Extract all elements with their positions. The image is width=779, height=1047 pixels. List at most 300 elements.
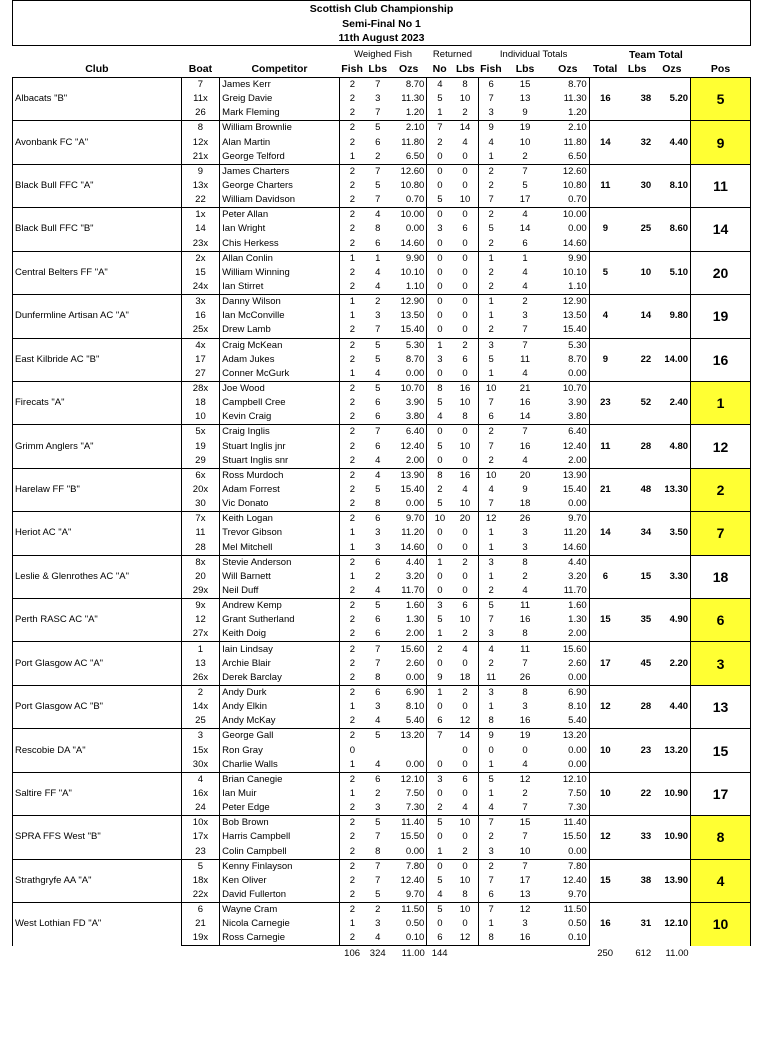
- returned-lbs: 10: [452, 92, 478, 106]
- weighed-ozs: 7.30: [391, 801, 427, 816]
- indiv-ozs: 3.20: [546, 570, 589, 584]
- boat: 8x: [181, 555, 219, 570]
- returned-no: 5: [437, 194, 443, 206]
- indiv-lbs: 17: [519, 194, 531, 206]
- indiv-lbs: 14: [519, 223, 531, 235]
- boat: 30: [181, 497, 219, 512]
- table-row: [13, 859, 751, 874]
- boat: 23: [181, 844, 219, 859]
- indiv-fish: 4: [488, 136, 494, 148]
- returned-lbs: 0: [452, 541, 478, 556]
- competitor-name: William Winning: [220, 266, 340, 280]
- returned-header: Returned: [432, 49, 473, 60]
- team-total-fish: 16: [589, 78, 621, 121]
- indiv-lbs: 13: [519, 93, 531, 105]
- returned-lbs: 0: [452, 425, 478, 440]
- indiv-lbs: 15: [504, 78, 547, 93]
- indiv-lbs: 2: [522, 570, 528, 582]
- boat: 28x: [181, 381, 219, 396]
- weighed-fish: 2: [339, 584, 365, 599]
- returned-no: 3: [427, 772, 453, 787]
- weighed-lbs: 5: [365, 338, 391, 353]
- indiv-lbs: 14: [519, 411, 531, 423]
- team-total-fish: 10: [589, 729, 621, 772]
- returned-lbs: 0: [452, 323, 478, 338]
- weighed-ozs: 4.40: [391, 555, 427, 570]
- competitor-name: Neil Duff: [220, 584, 340, 599]
- team-total-lbs: 15: [621, 555, 653, 598]
- table-row: [13, 78, 751, 93]
- weighed-ozs: 2.00: [391, 627, 427, 642]
- competitor-name: Keith Logan: [220, 512, 340, 527]
- competitor-name: James Kerr: [220, 78, 340, 93]
- competitor-name: Kenny Finlayson: [220, 859, 340, 874]
- boat: 24: [181, 801, 219, 816]
- competitor-name: Conner McGurk: [220, 367, 340, 382]
- weighed-lbs: 7: [375, 831, 381, 843]
- team-total-ozs: 4.40: [653, 685, 690, 728]
- weighed-lbs: 3: [375, 541, 381, 553]
- returned-lbs: 0: [452, 859, 478, 874]
- indiv-ozs: 12.90: [546, 295, 589, 310]
- returned-no: 0: [437, 237, 443, 249]
- indiv-fish: 2: [488, 584, 494, 596]
- returned-no: 0: [437, 310, 443, 322]
- position-cell: 14: [691, 208, 751, 251]
- weighed-lbs: 4: [365, 208, 391, 223]
- indiv-ozs: 0.00: [546, 497, 589, 512]
- returned-lbs: 2: [452, 844, 478, 859]
- total-team-lbs: 612: [635, 947, 652, 959]
- indiv-fish: 11: [486, 671, 497, 683]
- boat: 20: [181, 570, 219, 584]
- indiv-lbs: 7: [522, 657, 528, 669]
- weighed-ozs: 9.70: [391, 512, 427, 527]
- returned-lbs: 20: [452, 512, 478, 527]
- indiv-lbs: 16: [519, 614, 531, 626]
- indiv-fish: 2: [488, 324, 494, 336]
- weighed-lbs: 6: [375, 136, 381, 148]
- returned-lbs: 6: [452, 599, 478, 614]
- weighed-ozs: 15.50: [391, 830, 427, 844]
- indiv-lbs: 8: [504, 555, 547, 570]
- team-total-lbs: 48: [621, 468, 653, 511]
- indiv-fish: 4: [478, 642, 504, 657]
- boat: 18: [181, 396, 219, 410]
- boat: 2x: [181, 251, 219, 266]
- boat: 3x: [181, 295, 219, 310]
- indiv-ozs: 0.00: [546, 743, 589, 757]
- competitor-name: Greig Davie: [220, 92, 340, 106]
- results-table: [12, 48, 751, 960]
- returned-lbs: 16: [452, 381, 478, 396]
- weighed-fish: 1: [339, 787, 365, 801]
- returned-no: 5: [437, 440, 443, 452]
- indiv-lbs: 4: [522, 758, 528, 770]
- returned-lbs: 0: [452, 700, 478, 714]
- team-total-lbs: 25: [621, 208, 653, 251]
- weighed-fish: 2: [339, 931, 365, 946]
- indiv-ozs: 10.10: [546, 266, 589, 280]
- team-total-lbs: 28: [621, 425, 653, 468]
- total-team-fish: 250: [597, 947, 614, 959]
- weighed-ozs: 0.00: [391, 497, 427, 512]
- competitor-name: Ian McConville: [220, 309, 340, 323]
- indiv-fish: 1: [488, 541, 494, 553]
- indiv-ozs: 12.40: [546, 874, 589, 888]
- weighed-ozs: 10.70: [391, 381, 427, 396]
- returned-no: 2: [437, 136, 443, 148]
- returned-no: 0: [437, 831, 443, 843]
- weighed-fish: 1: [339, 251, 365, 266]
- competitor-name: Andy McKay: [220, 714, 340, 729]
- team-total-ozs: 4.80: [653, 425, 690, 468]
- weighed-fish: 2: [339, 483, 365, 497]
- indiv-fish: 2: [488, 281, 494, 293]
- weighed-ozs: 0.00: [391, 367, 427, 382]
- team-total-lbs: 35: [621, 599, 653, 642]
- weighed-lbs: 7: [365, 642, 391, 657]
- indiv-fish: 2: [488, 180, 494, 192]
- indiv-ozs: 15.50: [546, 830, 589, 844]
- team-total-ozs: 5.10: [653, 251, 690, 294]
- weighed-ozs: 2.60: [391, 657, 427, 671]
- boat: 19: [181, 440, 219, 454]
- weighed-ozs: 9.70: [391, 888, 427, 903]
- team-total-fish: 12: [589, 816, 621, 859]
- indiv-fish: 7: [478, 903, 504, 918]
- competitor-name: Nicola Carnegie: [220, 917, 340, 931]
- club-name: West Lothian FD "A": [13, 903, 182, 946]
- team-total-ozs: 8.10: [653, 164, 690, 207]
- weighed-ozs: 12.60: [391, 164, 427, 179]
- position-cell: 4: [691, 859, 751, 902]
- position-cell: 11: [691, 164, 751, 207]
- boat: 24x: [181, 280, 219, 295]
- table-row: [13, 512, 751, 527]
- weighed-lbs: 2: [365, 903, 391, 918]
- club-name: Leslie & Glenrothes AC "A": [13, 555, 182, 598]
- indiv-ozs: 15.40: [546, 323, 589, 338]
- returned-no: 4: [437, 411, 443, 423]
- indiv-lbs: 10: [519, 845, 531, 857]
- weighed-fish: 1: [339, 917, 365, 931]
- weighed-lbs: 2: [375, 570, 381, 582]
- weighed-ozs: 13.50: [391, 309, 427, 323]
- weighed-fish: 2: [339, 396, 365, 410]
- boat: 10x: [181, 816, 219, 831]
- indiv-lbs: 19: [504, 729, 547, 744]
- weighed-lbs: 6: [375, 397, 381, 409]
- returned-lbs: 10: [452, 903, 478, 918]
- position-cell: 20: [691, 251, 751, 294]
- indiv-fish: 5: [478, 772, 504, 787]
- team-total-ozs: 13.30: [653, 468, 690, 511]
- table-row: [13, 599, 751, 614]
- weighed-fish: 2: [339, 106, 365, 121]
- weighed-fish: 1: [339, 541, 365, 556]
- team-total-lbs: 14: [621, 295, 653, 338]
- position-cell: 10: [691, 903, 751, 946]
- indiv-ozs: 0.00: [546, 671, 589, 686]
- indiv-lbs: 6: [522, 237, 528, 249]
- team-total-lbs: 10: [621, 251, 653, 294]
- team-total-fish: 14: [589, 512, 621, 555]
- returned-no: 0: [437, 918, 443, 930]
- weighed-ozs: 10.80: [391, 179, 427, 193]
- returned-no: 1: [427, 685, 453, 700]
- weighed-lbs: 6: [375, 440, 381, 452]
- team-total-ozs: 5.20: [653, 78, 690, 121]
- returned-lbs-column-header: Lbs: [455, 63, 475, 75]
- returned-lbs: 4: [452, 642, 478, 657]
- indiv-lbs: 3: [522, 918, 528, 930]
- weighed-lbs: 5: [365, 729, 391, 744]
- returned-no: 0: [427, 859, 453, 874]
- boat: 3: [181, 729, 219, 744]
- team-total-lbs: 45: [621, 642, 653, 685]
- team-total-lbs: 33: [621, 816, 653, 859]
- club-name: Central Belters FF "A": [13, 251, 182, 294]
- grand-total-row: [13, 946, 751, 961]
- individual-totals-header: Individual Totals: [499, 49, 568, 60]
- weighed-ozs: 0.00: [391, 844, 427, 859]
- weighed-ozs: 8.70: [391, 78, 427, 93]
- indiv-fish: 1: [488, 310, 494, 322]
- returned-no: 0: [437, 527, 443, 539]
- indiv-ozs: 11.70: [546, 584, 589, 599]
- indiv-lbs: 9: [522, 107, 528, 119]
- returned-lbs: 2: [452, 627, 478, 642]
- indiv-lbs: 4: [504, 208, 547, 223]
- team-total-ozs: 13.90: [653, 859, 690, 902]
- team-total-lbs: 38: [621, 78, 653, 121]
- indiv-lbs: 7: [504, 859, 547, 874]
- indiv-ozs: 12.40: [546, 440, 589, 454]
- team-total-ozs: 2.20: [653, 642, 690, 685]
- club-name: Grimm Anglers "A": [13, 425, 182, 468]
- indiv-ozs: 7.80: [546, 859, 589, 874]
- club-name: Port Glasgow AC "B": [13, 685, 182, 728]
- indiv-lbs: 4: [522, 367, 528, 379]
- indiv-fish: 1: [488, 527, 494, 539]
- boat: 1: [181, 642, 219, 657]
- weighed-ozs: 12.10: [391, 772, 427, 787]
- weighed-fish: 2: [339, 179, 365, 193]
- club-name: Albacats "B": [13, 78, 182, 121]
- indiv-fish: 4: [488, 802, 494, 814]
- team-total-lbs: 22: [621, 338, 653, 381]
- indiv-ozs: 1.10: [546, 280, 589, 295]
- weighed-ozs: 13.20: [391, 729, 427, 744]
- returned-lbs: 2: [452, 106, 478, 121]
- indiv-ozs-column-header: Ozs: [558, 63, 578, 75]
- team-total-ozs: 9.80: [653, 295, 690, 338]
- indiv-fish: 3: [488, 845, 494, 857]
- weighed-ozs: 8.70: [391, 353, 427, 367]
- weighed-fish: 1: [339, 526, 365, 540]
- team-total-lbs: 31: [621, 903, 653, 946]
- weighed-lbs: 8: [375, 498, 381, 510]
- boat: 6: [181, 903, 219, 918]
- returned-lbs: 0: [452, 251, 478, 266]
- team-total-lbs: 28: [621, 685, 653, 728]
- table-row: [13, 903, 751, 918]
- returned-no: 5: [437, 397, 443, 409]
- indiv-ozs: 12.60: [546, 164, 589, 179]
- indiv-ozs: 15.40: [546, 483, 589, 497]
- boat: 13x: [181, 179, 219, 193]
- weighed-lbs: 3: [375, 527, 381, 539]
- team-total-ozs: 13.20: [653, 729, 690, 772]
- returned-no: 0: [437, 454, 443, 466]
- indiv-fish: 7: [488, 397, 494, 409]
- indiv-fish: 6: [488, 411, 494, 423]
- indiv-lbs: 7: [504, 164, 547, 179]
- competitor-name: Andy Elkin: [220, 700, 340, 714]
- boat: 11: [181, 526, 219, 540]
- competitor-name: Andrew Kemp: [220, 599, 340, 614]
- returned-no: 1: [427, 555, 453, 570]
- returned-lbs: 14: [452, 729, 478, 744]
- boat: 27: [181, 367, 219, 382]
- team-total-ozs: 12.10: [653, 903, 690, 946]
- competitor-name: Stuart Inglis jnr: [220, 440, 340, 454]
- club-name: Rescobie DA "A": [13, 729, 182, 772]
- indiv-ozs: 9.70: [546, 512, 589, 527]
- weighed-fish-header: Weighed Fish: [354, 49, 413, 60]
- team-total-lbs: 22: [621, 772, 653, 815]
- returned-no: 0: [427, 164, 453, 179]
- indiv-ozs: 6.40: [546, 425, 589, 440]
- indiv-fish: 1: [478, 251, 504, 266]
- position-cell: 8: [691, 816, 751, 859]
- weighed-lbs: 5: [365, 121, 391, 136]
- returned-no: 5: [427, 903, 453, 918]
- weighed-fish: 2: [339, 555, 365, 570]
- returned-lbs: 0: [452, 280, 478, 295]
- weighed-lbs: 3: [375, 310, 381, 322]
- indiv-fish: 5: [488, 353, 494, 365]
- club-name: Firecats "A": [13, 381, 182, 424]
- returned-no: 5: [437, 614, 443, 626]
- competitor-name: Drew Lamb: [220, 323, 340, 338]
- indiv-fish: 7: [488, 498, 494, 510]
- weighed-ozs: 0.00: [391, 222, 427, 236]
- indiv-lbs: 1: [504, 251, 547, 266]
- indiv-fish: 7: [488, 93, 494, 105]
- indiv-lbs: 18: [519, 498, 531, 510]
- indiv-ozs: 1.20: [546, 106, 589, 121]
- competitor-name: Adam Forrest: [220, 483, 340, 497]
- indiv-lbs: 4: [522, 584, 528, 596]
- weighed-ozs: 3.90: [391, 396, 427, 410]
- indiv-fish: 4: [488, 484, 494, 495]
- returned-lbs: 0: [452, 295, 478, 310]
- team-total-lbs: 34: [621, 512, 653, 555]
- team-total-ozs: 10.90: [653, 816, 690, 859]
- weighed-fish: 2: [339, 714, 365, 729]
- indiv-lbs: 5: [522, 180, 528, 192]
- boat: 4x: [181, 338, 219, 353]
- weighed-fish: 2: [339, 121, 365, 136]
- report-header: [12, 0, 751, 46]
- competitor-name: Wayne Cram: [220, 903, 340, 918]
- competitor-name: Charlie Walls: [220, 758, 340, 773]
- indiv-ozs: 10.00: [546, 208, 589, 223]
- weighed-fish: 2: [339, 627, 365, 642]
- weighed-fish: 2: [339, 671, 365, 686]
- report-subtitle: Semi-Final No 1: [342, 17, 421, 30]
- weighed-fish: 0: [339, 743, 365, 757]
- indiv-fish: 3: [488, 107, 494, 119]
- indiv-lbs: 11: [504, 599, 547, 614]
- weighed-ozs: 2.10: [391, 121, 427, 136]
- returned-no: 2: [427, 642, 453, 657]
- boat: 18x: [181, 874, 219, 888]
- club-name: Dunfermline Artisan AC "A": [13, 295, 182, 338]
- total-ozs: 11.00: [401, 947, 425, 959]
- weighed-ozs: 15.40: [391, 483, 427, 497]
- indiv-lbs: 15: [504, 816, 547, 831]
- table-row: [13, 642, 751, 657]
- weighed-lbs: 4: [375, 281, 381, 293]
- weighed-lbs: 5: [375, 484, 381, 495]
- returned-lbs: 2: [452, 685, 478, 700]
- weighed-fish: 2: [339, 801, 365, 816]
- returned-lbs: 0: [452, 830, 478, 844]
- weighed-lbs: 7: [365, 425, 391, 440]
- indiv-lbs: 20: [504, 468, 547, 483]
- boat: 29x: [181, 584, 219, 599]
- position-cell: 1: [691, 381, 751, 424]
- indiv-lbs: 7: [522, 831, 528, 843]
- results-body: [13, 78, 751, 946]
- team-total-fish: 15: [589, 599, 621, 642]
- indiv-fish: 10: [478, 381, 504, 396]
- indiv-ozs: 1.60: [546, 599, 589, 614]
- boat: 11x: [181, 92, 219, 106]
- returned-lbs: 10: [452, 613, 478, 627]
- weighed-lbs: 5: [375, 888, 381, 900]
- indiv-fish: 7: [488, 194, 494, 206]
- indiv-fish: 2: [488, 237, 494, 249]
- weighed-lbs: 3: [375, 918, 381, 930]
- indiv-lbs: 3: [522, 527, 528, 539]
- indiv-lbs: 16: [519, 715, 531, 727]
- indiv-lbs: 19: [504, 121, 547, 136]
- indiv-ozs: 3.90: [546, 396, 589, 410]
- team-total-ozs: 4.90: [653, 599, 690, 642]
- competitor-name: George Telford: [220, 150, 340, 165]
- competitor-name: Mark Fleming: [220, 106, 340, 121]
- returned-lbs: 6: [452, 772, 478, 787]
- indiv-ozs: 8.10: [546, 700, 589, 714]
- indiv-fish: 6: [488, 888, 494, 900]
- weighed-ozs: 5.40: [391, 714, 427, 729]
- weighed-fish: 1: [339, 295, 365, 310]
- returned-lbs: 0: [452, 237, 478, 252]
- indiv-fish: 3: [478, 555, 504, 570]
- returned-no: 0: [437, 281, 443, 293]
- indiv-lbs: 4: [522, 266, 528, 278]
- weighed-fish: 2: [339, 410, 365, 425]
- competitor-column-header: Competitor: [251, 63, 308, 75]
- position-cell: 15: [691, 729, 751, 772]
- returned-lbs: 0: [452, 454, 478, 469]
- competitor-name: Allan Conlin: [220, 251, 340, 266]
- position-cell: 5: [691, 78, 751, 121]
